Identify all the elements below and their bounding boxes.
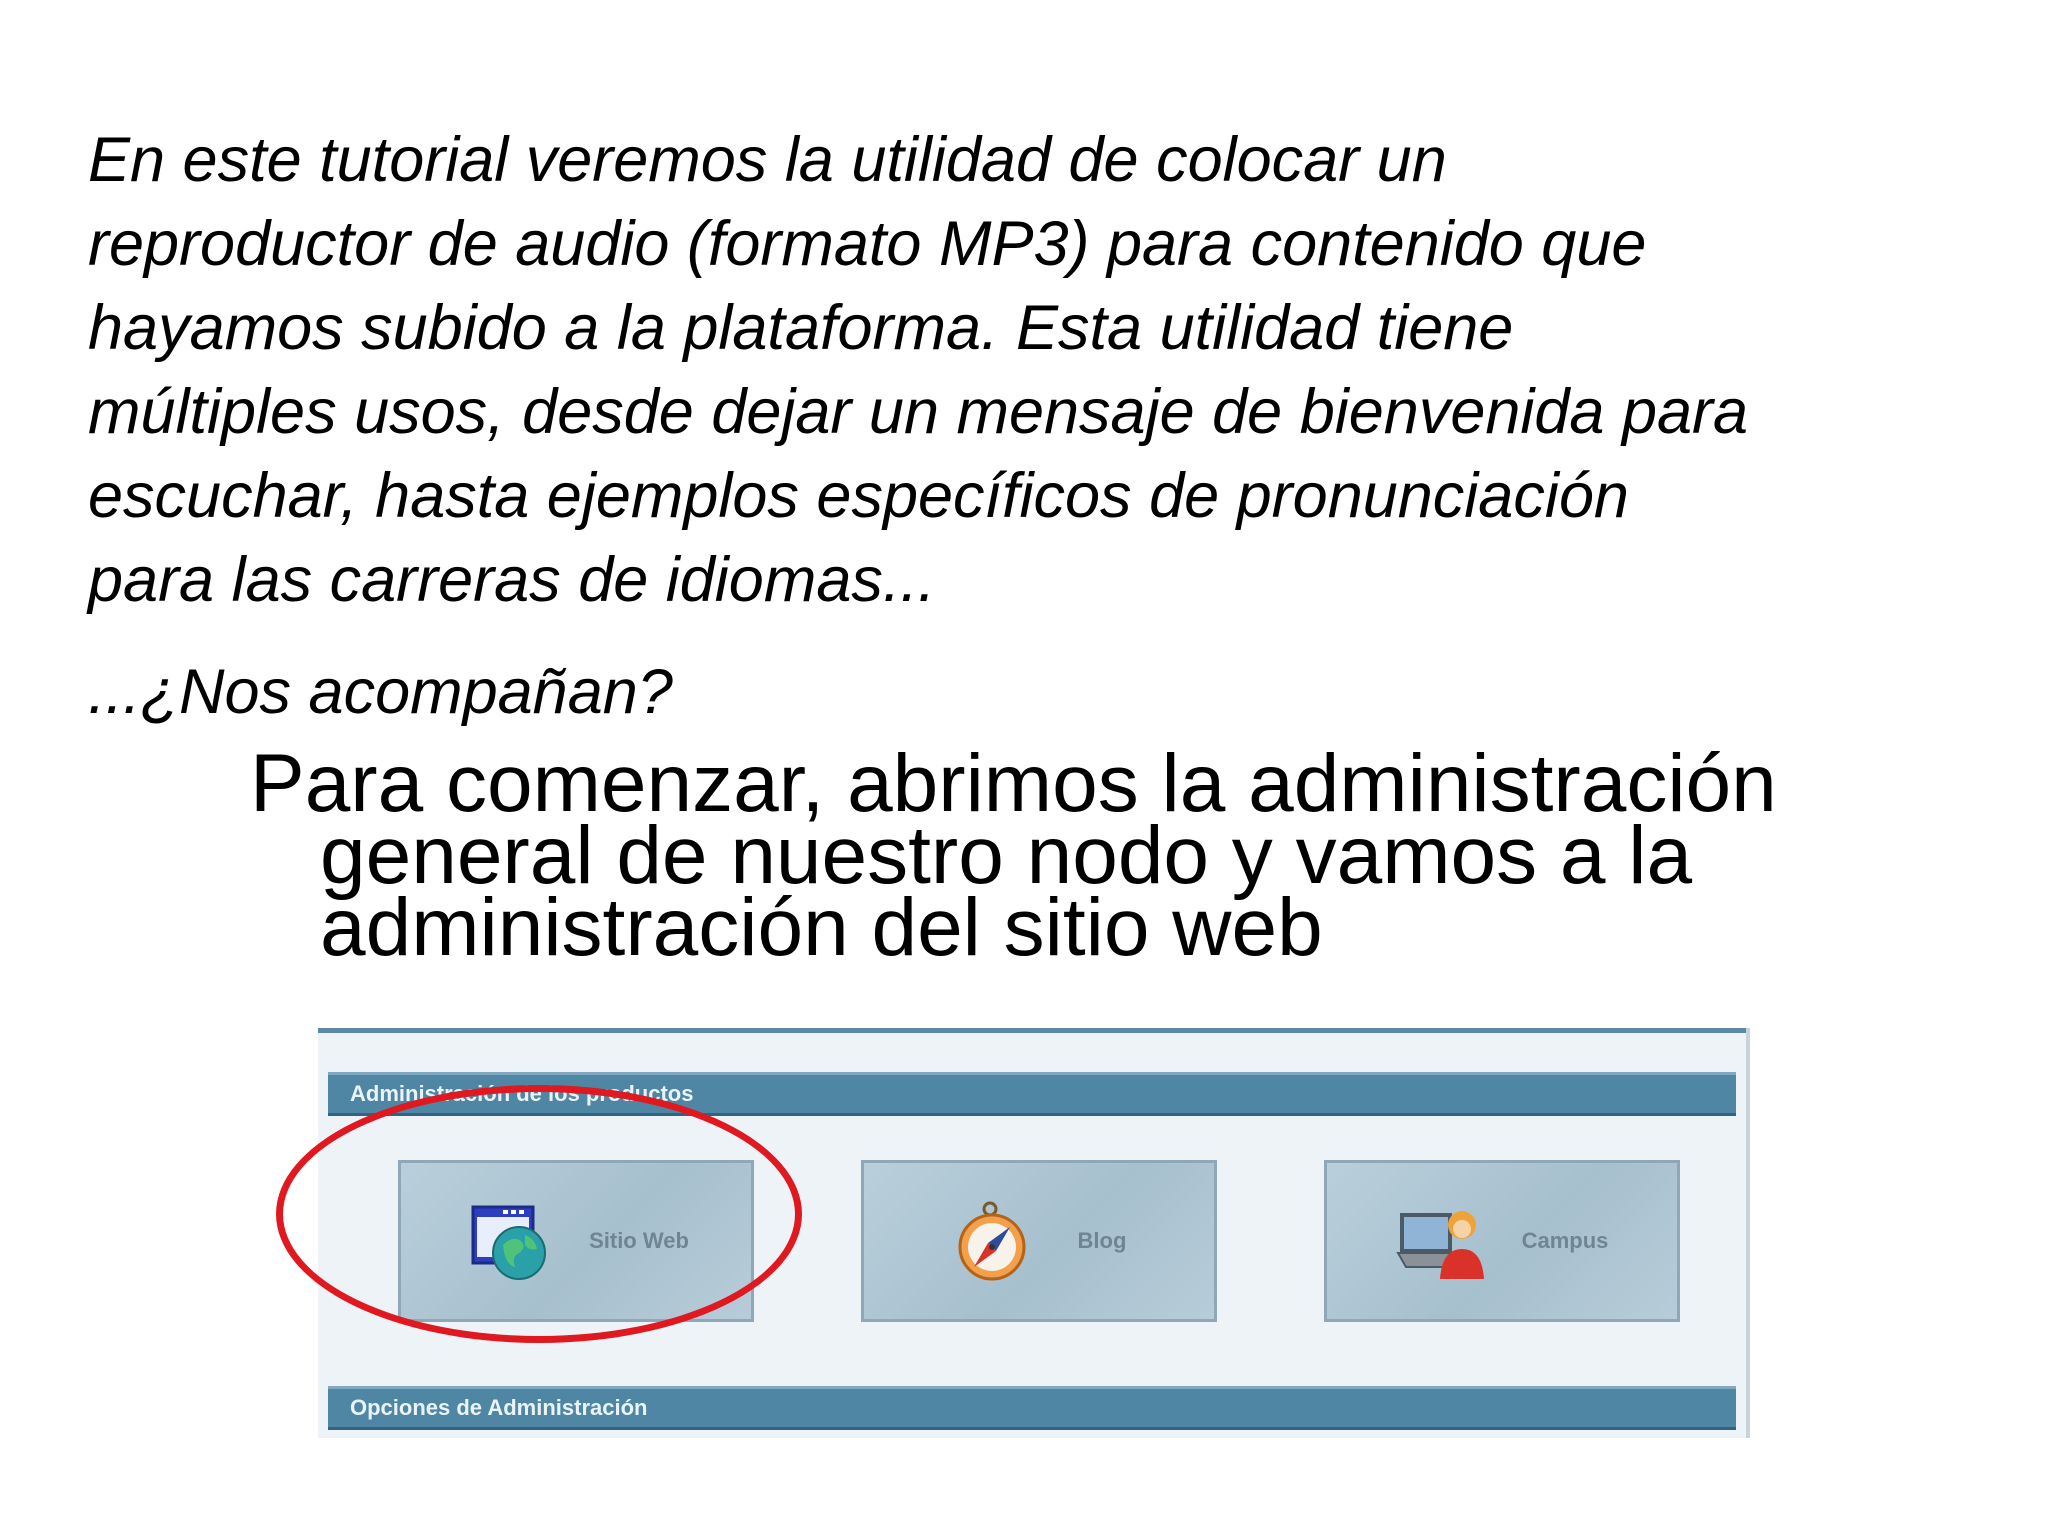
product-tile-blog[interactable]: [861, 1160, 1217, 1322]
website-globe-icon: [463, 1195, 555, 1287]
screenshot-top-border: [318, 1028, 1746, 1033]
product-label: Blog: [1077, 1228, 1127, 1253]
intro-paragraph: En este tutorial veremos la utilidad de colocar un reproductor de audio (formato MP3) para contenido que hayamos subido a la plataforma. Esta utilidad tiene múltiples usos, desde dejar un mensaje de bienvenida para escuchar, hasta ejemplos específicos de pronunciación para las carreras de idiomas...: [88, 125, 1749, 615]
question-line: ...¿Nos acompañan?: [88, 657, 673, 727]
products-section-header: Administración de los productos: [328, 1072, 1736, 1116]
admin-screenshot: [308, 1028, 1750, 1438]
compass-icon: [952, 1195, 1044, 1287]
campus-user-icon: [1396, 1195, 1488, 1287]
product-tile-sitio-web[interactable]: [398, 1160, 754, 1322]
product-label: Campus: [1521, 1228, 1609, 1253]
product-tile-campus[interactable]: [1324, 1160, 1680, 1322]
product-label: Sitio Web: [589, 1228, 689, 1253]
options-section-header: Opciones de Administración: [328, 1386, 1736, 1430]
step-instruction: Para comenzar, abrimos la administración general de nuestro nodo y vamos a la administración del sitio web: [250, 738, 1777, 973]
